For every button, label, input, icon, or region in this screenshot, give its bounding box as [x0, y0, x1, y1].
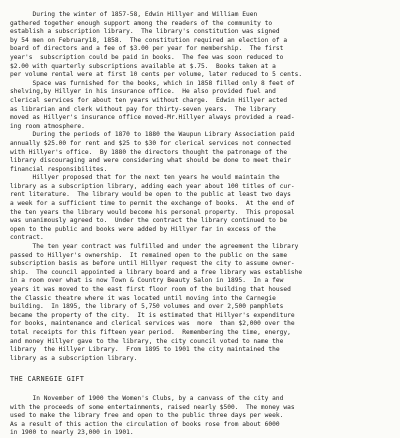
- section-heading: THE CARNEGIE GIFT: [10, 375, 85, 384]
- paragraph-association-rent: During the periods of 1870 to 1880 the Waupun Library Association paid annually $25.00 for rent and $25 to $30 for clerical services not connected with Hillyer's office. By 1880 the directors thought the patronage of the library discouraging and were considering what should be done to meet their financial responsibilites.: [10, 131, 295, 173]
- section-gap: [10, 387, 387, 395]
- section-gap: [10, 363, 387, 371]
- paragraph-womens-clubs: In November of 1900 the Women's Clubs, by a canvass of the city and with the proceeds of some entertainments, raised nearly $500. The money was used to make the library free and open to the public three days per week. As a result of this action the circulation of books rose from about 6000 in 1900 to nearly 23,000 in 1901.: [10, 394, 295, 437]
- paragraph-city-ownership: The ten year contract was fulfilled and under the agreement the library passed to Hillyer's ownership. It remained open to the public on the same subscription basis as before until Hillyer request the city to assume owner- ship. The council appointed a library board and a free library was establishe in a room over what is now Town & Country Beauty Salon in 1895. In a few years it was moved to the east first floor room of the building that housed the Classic theatre where it was located until moving into the Carnegie building. In 1895, the library of 5,750 volumes and over 2,500 pamphlets became the property of the city. It is estimated that Hillyer's expenditure for books, maintenance and clerical services was more than $2,000 over the total receipts for this fifteen year period. Remembering the time, energy, and money Hillyer gave to the library, the city council voted to name the library the Hillyer Library. From 1895 to 1901 the city maintained the library as a subscription library.: [10, 243, 303, 362]
- paragraph-founding: During the winter of 1857-58, Edwin Hillyer and William Euen gathered together enough support among the readers of the community to establish a subscription library. The library's constitution was signed by 54 men on February18, 1858. The constitution required an election of a board of directors and a fee of $3.00 per year for membership. The first year's subscription could be paid in books. The fee was soon reduced to $2.00 with quarterly subscriptions available at $.75. Books taken at a per volume rental were at first 10 cents per volume, later reduced to 5 cents. Space was furnished for the books, which in 1858 filled only 8 feet of shelving,by Hillyer in his insurance office. He also provided fuel and clerical services for about ten years without charge. Edwin Hillyer acted as librarian and clerk without pay for thirty-seven years. The library moved as Hillyer's insurance office moved-Mr.Hillyer always provided a read- ing room atmosphere.: [10, 11, 303, 130]
- paragraph-hillyer-proposal: Hillyer proposed that for the next ten years he would maintain the library as a subscription library, adding each year about 100 titles of cur- rent literature. The library would be open to the public at least two days a week for a sufficient time to permit the exchange of books. At the end of the ten years the library would become his personal property. This proposal was unanimously agreed to. Under the contract the library continued to be open to the public and books were added by Hillyer far in excess of the contract.: [10, 174, 295, 242]
